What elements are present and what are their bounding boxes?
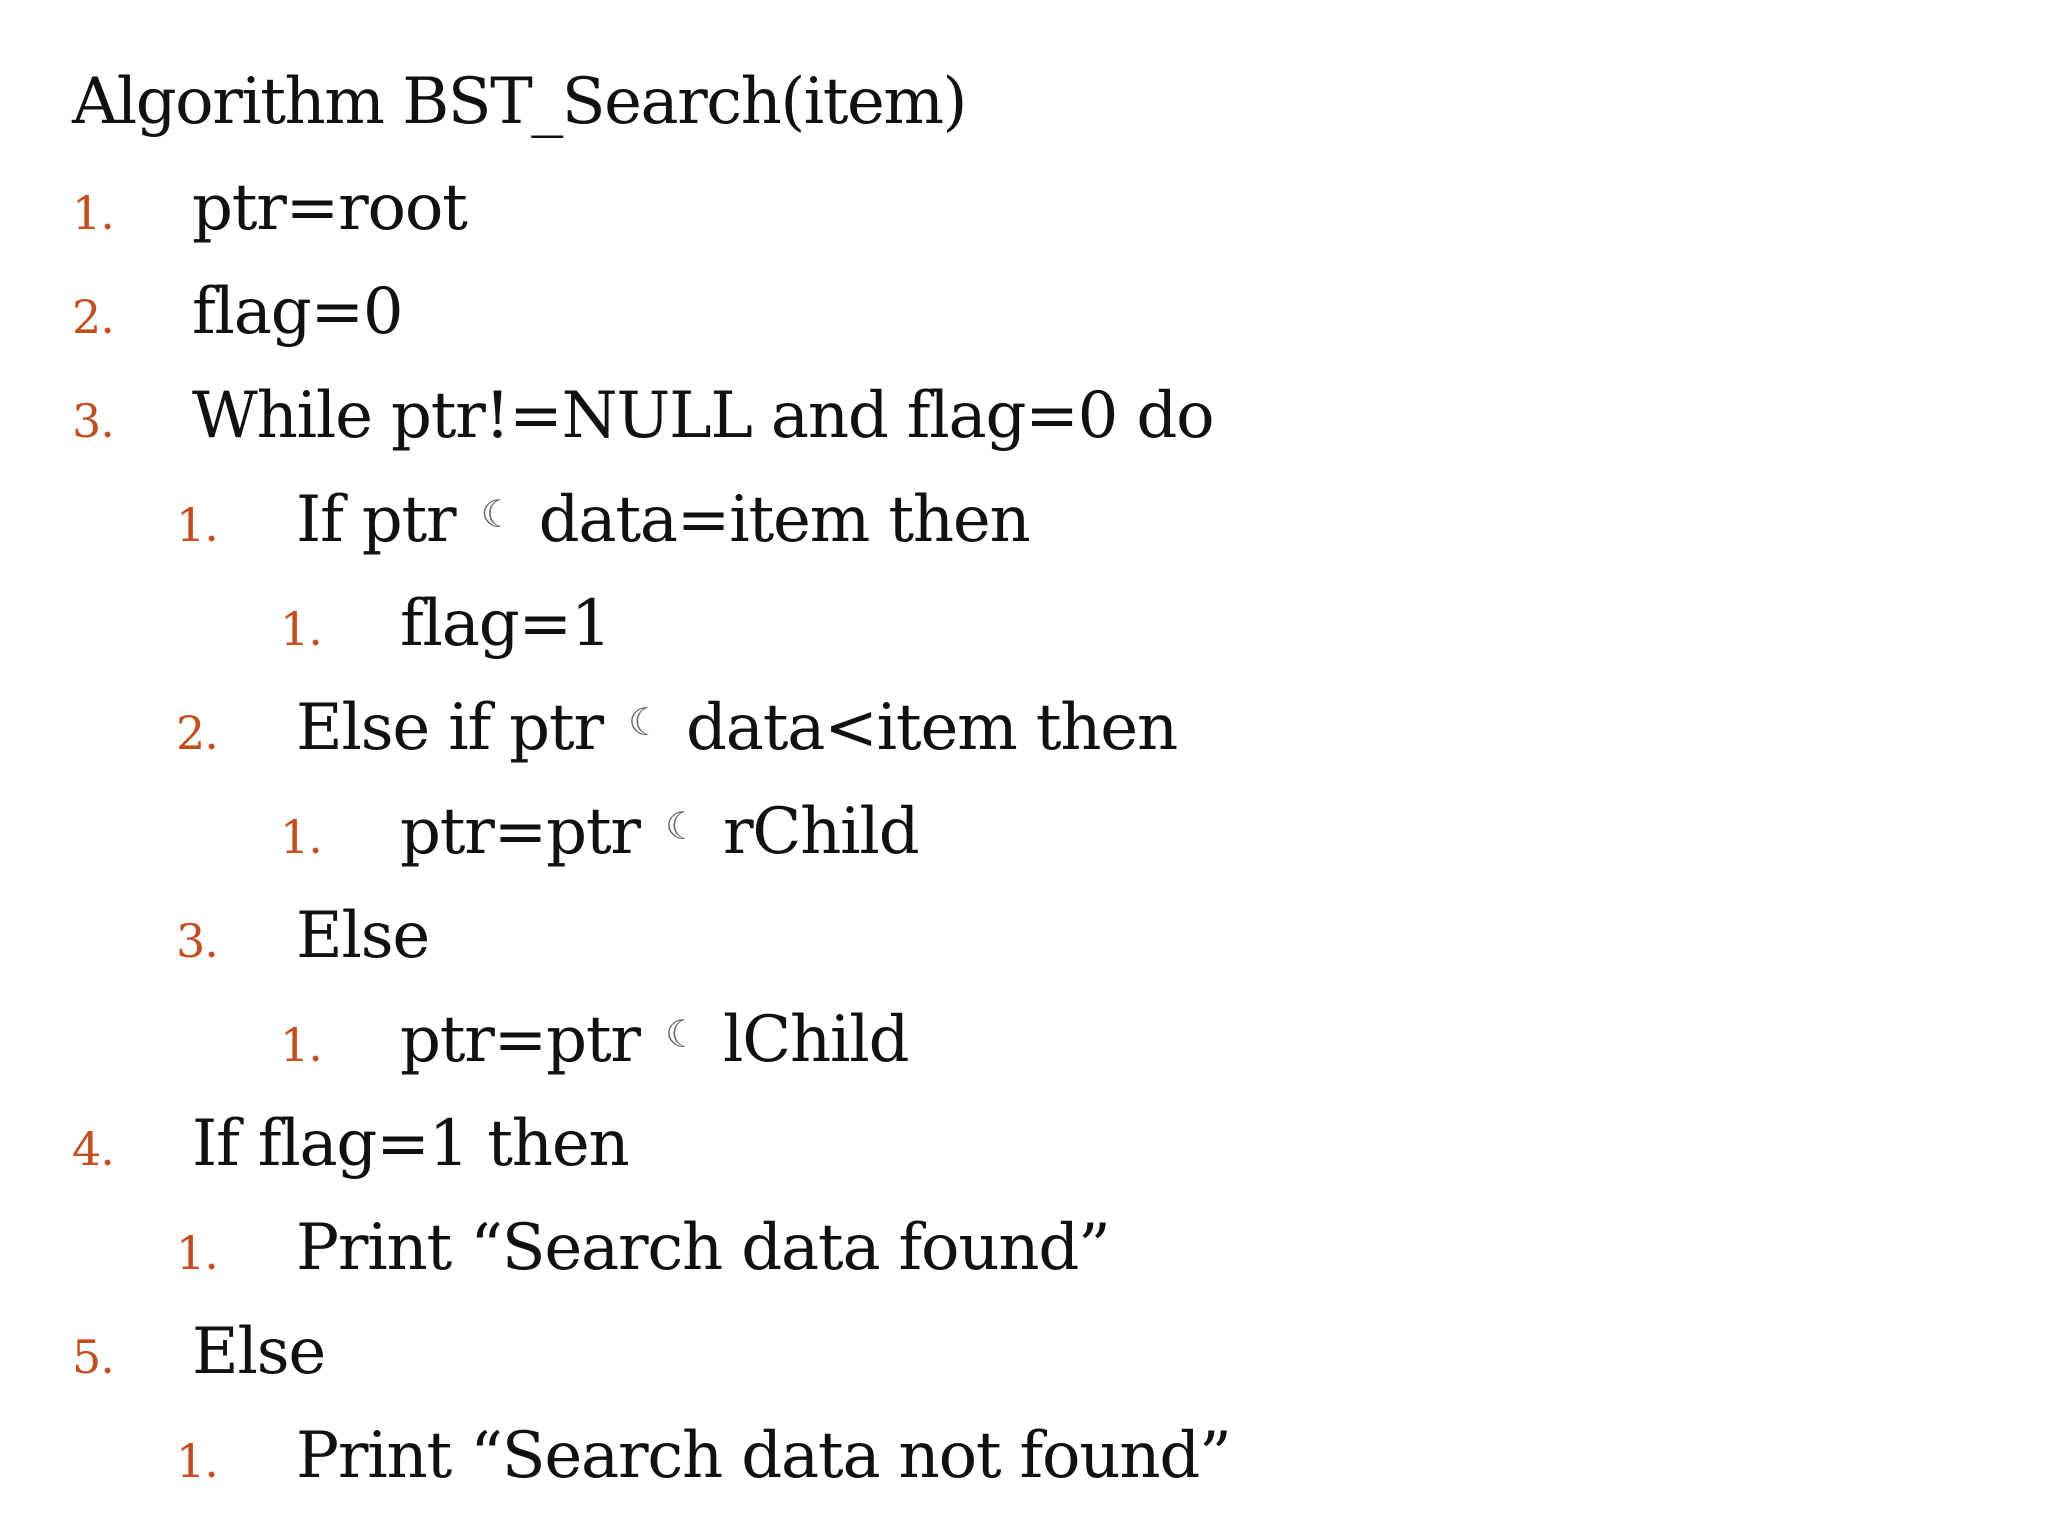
step-text: While ptr!=NULL and flag=0 do	[192, 379, 1214, 453]
step-text-pre: If ptr	[296, 483, 456, 557]
step-text-pre: Else if ptr	[296, 691, 603, 765]
step-text-pre: ptr=ptr	[400, 795, 640, 869]
crescent-moon-icon: ☾	[480, 492, 514, 536]
step-text-post: rChild	[722, 795, 919, 869]
algorithm-title: Algorithm BST_Search(item)	[72, 65, 966, 139]
step-text	[400, 795, 919, 869]
step-number: 1.	[280, 602, 322, 656]
step-text: If flag=1 then	[192, 1107, 629, 1181]
step-number: 1.	[72, 186, 114, 240]
step-text: flag=0	[192, 275, 403, 349]
crescent-moon-icon: ☾	[628, 700, 661, 744]
step-number: 3.	[72, 394, 114, 448]
step-text-pre: ptr=ptr	[400, 1003, 640, 1077]
step-text: flag=1	[400, 587, 611, 661]
step-number: 2.	[176, 706, 218, 760]
crescent-moon-icon: ☾	[664, 1012, 698, 1056]
step-text	[296, 691, 1177, 765]
crescent-moon-icon: ☾	[664, 804, 698, 848]
step-number: 5.	[72, 1330, 114, 1384]
step-text	[296, 483, 1030, 557]
step-number: 4.	[72, 1122, 114, 1176]
step-number: 1.	[176, 1226, 218, 1280]
step-number: 3.	[176, 914, 218, 968]
step-number: 1.	[176, 1434, 218, 1488]
step-text: ptr=root	[192, 171, 467, 245]
step-number: 1.	[280, 1018, 322, 1072]
step-text: Else	[192, 1315, 326, 1389]
step-text: Else	[296, 899, 430, 973]
step-number: 2.	[72, 290, 114, 344]
step-text	[400, 1003, 909, 1077]
step-text-post: data<item then	[686, 691, 1177, 765]
step-text-post: lChild	[722, 1003, 909, 1077]
step-number: 1.	[280, 810, 322, 864]
step-number: 1.	[176, 498, 218, 552]
step-text-post: data=item then	[538, 483, 1030, 557]
step-text: Print “Search data found”	[296, 1211, 1110, 1285]
step-text: Print “Search data not found”	[296, 1419, 1231, 1493]
